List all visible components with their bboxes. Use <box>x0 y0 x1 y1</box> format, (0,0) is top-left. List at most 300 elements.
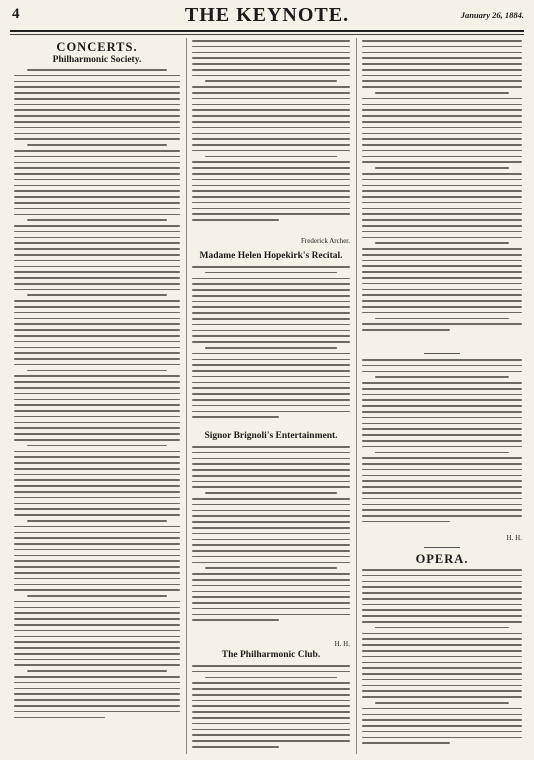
text-line <box>362 679 522 681</box>
text-line <box>14 572 180 574</box>
text-line <box>192 463 350 465</box>
text-line <box>14 242 180 244</box>
text-line <box>14 323 180 325</box>
concerts-heading: CONCERTS. <box>56 40 138 54</box>
text-line <box>192 573 350 575</box>
text-line <box>192 364 350 366</box>
text-line <box>362 621 522 623</box>
text-line <box>14 491 180 493</box>
text-line <box>192 370 350 372</box>
text-line <box>14 601 180 603</box>
text-line <box>375 242 509 244</box>
column-divider <box>356 38 357 754</box>
text-line <box>192 399 350 401</box>
text-line <box>375 702 509 704</box>
text-line <box>192 98 350 100</box>
text-line <box>362 673 522 675</box>
text-line <box>362 480 522 482</box>
text-line <box>192 539 350 541</box>
text-line <box>205 492 338 494</box>
newspaper-title: THE KEYNOTE. <box>184 4 350 26</box>
text-line <box>14 532 180 534</box>
text-line <box>362 98 522 100</box>
text-line <box>362 283 522 285</box>
text-line <box>375 318 509 320</box>
text-line <box>192 486 350 488</box>
text-line <box>14 549 180 551</box>
text-line <box>362 731 522 733</box>
text-line <box>192 133 350 135</box>
text-line <box>192 127 350 129</box>
text-line <box>14 393 180 395</box>
text-line <box>362 173 522 175</box>
text-line <box>362 138 522 140</box>
text-line <box>362 492 522 494</box>
text-line <box>14 433 180 435</box>
text-line <box>14 641 180 643</box>
text-line <box>192 405 350 407</box>
text-line <box>14 612 180 614</box>
text-line <box>14 375 180 377</box>
text-line <box>192 740 350 742</box>
text-line <box>192 190 350 192</box>
text-line <box>14 589 180 591</box>
text-line <box>192 596 350 598</box>
text-line <box>362 685 522 687</box>
text-line <box>192 585 350 587</box>
text-line <box>192 723 350 725</box>
text-line <box>362 248 522 250</box>
text-line <box>14 699 180 701</box>
text-line <box>14 329 180 331</box>
text-line <box>14 300 180 302</box>
text-line <box>362 196 522 198</box>
text-line <box>14 86 180 88</box>
text-line <box>192 57 350 59</box>
text-line <box>362 498 522 500</box>
text-line <box>362 405 522 407</box>
text-line <box>362 394 522 396</box>
text-line <box>192 694 350 696</box>
text-line <box>192 452 350 454</box>
column-divider <box>186 38 187 754</box>
text-line <box>362 69 522 71</box>
text-line <box>362 260 522 262</box>
text-line <box>192 729 350 731</box>
text-line <box>362 714 522 716</box>
text-line <box>192 671 350 673</box>
text-line <box>192 75 350 77</box>
page-number: 4 <box>12 6 20 22</box>
text-line <box>192 579 350 581</box>
text-line <box>362 469 522 471</box>
text-line <box>362 57 522 59</box>
text-line <box>362 399 522 401</box>
text-line <box>362 504 522 506</box>
text-line <box>14 468 180 470</box>
text-line <box>362 208 522 210</box>
text-line <box>362 359 522 361</box>
text-line <box>14 150 180 152</box>
text-line <box>14 341 180 343</box>
text-line <box>362 179 522 181</box>
text-line <box>205 567 338 569</box>
text-line <box>14 578 180 580</box>
text-line <box>362 306 522 308</box>
text-line <box>362 277 522 279</box>
text-line <box>14 318 180 320</box>
text-line <box>362 569 522 571</box>
brignoli-entertainment-heading: Signor Brignoli's Entertainment. <box>204 431 338 441</box>
text-line <box>192 475 350 477</box>
text-line <box>14 127 180 129</box>
text-line <box>14 584 180 586</box>
text-line <box>14 422 180 424</box>
text-line <box>192 416 279 418</box>
text-line <box>192 92 350 94</box>
text-line <box>14 306 180 308</box>
text-line <box>192 608 350 610</box>
text-line <box>14 474 180 476</box>
text-line <box>362 40 522 42</box>
text-line <box>192 550 350 552</box>
text-line <box>362 521 450 523</box>
brignoli-entertainment-article <box>192 446 350 638</box>
text-line <box>362 575 522 577</box>
text-line <box>14 676 180 678</box>
text-line <box>14 717 105 719</box>
text-line <box>14 254 180 256</box>
text-line <box>14 358 180 360</box>
text-line <box>192 527 350 529</box>
text-line <box>14 410 180 412</box>
text-line <box>14 705 180 707</box>
text-line <box>192 591 350 593</box>
text-line <box>14 416 180 418</box>
text-line <box>362 371 522 373</box>
text-line <box>362 650 522 652</box>
text-line <box>192 40 350 42</box>
text-line <box>362 440 522 442</box>
text-line <box>27 445 166 447</box>
text-line <box>192 411 350 413</box>
text-line <box>362 592 522 594</box>
text-line <box>14 566 180 568</box>
text-line <box>362 633 522 635</box>
text-line <box>362 428 522 430</box>
text-line <box>362 219 522 221</box>
text-line <box>362 486 522 488</box>
text-line <box>192 717 350 719</box>
text-line <box>192 109 350 111</box>
text-line <box>362 75 522 77</box>
text-line <box>362 104 522 106</box>
text-line <box>27 294 166 296</box>
text-line <box>362 133 522 135</box>
text-line <box>14 196 180 198</box>
text-line <box>14 688 180 690</box>
issue-date: January 26, 1884. <box>460 10 524 20</box>
text-line <box>362 638 522 640</box>
text-line <box>14 479 180 481</box>
text-line <box>192 481 350 483</box>
text-line <box>14 387 180 389</box>
text-line <box>192 711 350 713</box>
text-line <box>362 662 522 664</box>
text-line <box>14 81 180 83</box>
text-line <box>27 595 166 597</box>
text-line <box>14 381 180 383</box>
text-line <box>362 150 522 152</box>
text-line <box>362 289 522 291</box>
text-line <box>362 581 522 583</box>
text-line <box>362 86 522 88</box>
text-line <box>192 393 350 395</box>
text-line <box>14 202 180 204</box>
text-line <box>192 688 350 690</box>
text-line <box>362 294 522 296</box>
text-line <box>362 190 522 192</box>
text-line <box>192 161 350 163</box>
article-signature: Frederick Archer. <box>301 237 350 245</box>
text-line <box>362 144 522 146</box>
text-line <box>14 439 180 441</box>
text-line <box>14 508 180 510</box>
text-line <box>14 653 180 655</box>
text-line <box>375 92 509 94</box>
text-line <box>27 69 166 71</box>
text-line <box>192 202 350 204</box>
text-line <box>14 231 180 233</box>
text-line <box>192 295 350 297</box>
text-line <box>192 115 350 117</box>
text-line <box>14 526 180 528</box>
text-line <box>192 700 350 702</box>
text-line <box>192 86 350 88</box>
text-line <box>362 231 522 233</box>
text-line <box>192 682 350 684</box>
text-line <box>192 121 350 123</box>
opera-article <box>362 569 522 755</box>
masthead-rule-thin <box>10 34 524 35</box>
text-line <box>362 52 522 54</box>
masthead-rule <box>10 30 524 32</box>
text-line <box>205 156 338 158</box>
text-line <box>14 277 180 279</box>
text-line <box>27 144 166 146</box>
text-line <box>27 219 166 221</box>
text-line <box>362 300 522 302</box>
text-line <box>205 347 338 349</box>
text-line <box>192 619 279 621</box>
text-line <box>14 98 180 100</box>
text-line <box>192 144 350 146</box>
text-line <box>192 562 350 564</box>
text-line <box>362 80 522 82</box>
text-line <box>192 219 279 221</box>
text-line <box>14 427 180 429</box>
text-line <box>14 185 180 187</box>
text-line <box>14 225 180 227</box>
text-line <box>362 271 522 273</box>
text-line <box>362 127 522 129</box>
text-line <box>192 185 350 187</box>
text-line <box>362 609 522 611</box>
text-line <box>375 376 509 378</box>
article-signature: H. H. <box>334 640 350 648</box>
text-line <box>192 458 350 460</box>
hopekirk-recital-article <box>192 266 350 430</box>
text-line <box>192 167 350 169</box>
text-line <box>14 109 180 111</box>
text-line <box>14 503 180 505</box>
text-line <box>192 213 350 215</box>
hopekirk-recital-heading: Madame Helen Hopekirk's Recital. <box>199 251 343 261</box>
text-line <box>192 510 350 512</box>
text-line <box>14 283 180 285</box>
text-line <box>192 504 350 506</box>
text-line <box>14 75 180 77</box>
text-line <box>362 457 522 459</box>
text-line <box>192 301 350 303</box>
text-line <box>192 173 350 175</box>
text-line <box>192 556 350 558</box>
text-line <box>362 265 522 267</box>
text-line <box>14 497 180 499</box>
text-line <box>362 388 522 390</box>
text-line <box>14 237 180 239</box>
text-line <box>362 656 522 658</box>
text-line <box>192 208 350 210</box>
text-line <box>14 543 180 545</box>
text-line <box>192 353 350 355</box>
text-line <box>14 456 180 458</box>
text-line <box>362 237 522 239</box>
text-line <box>14 248 180 250</box>
text-line <box>362 742 450 744</box>
text-line <box>192 69 350 71</box>
text-line <box>192 341 350 343</box>
text-line <box>192 52 350 54</box>
text-line <box>362 423 522 425</box>
text-line <box>362 225 522 227</box>
column-three-review <box>362 40 522 350</box>
text-line <box>192 544 350 546</box>
text-line <box>362 598 522 600</box>
text-line <box>192 289 350 291</box>
text-line <box>192 318 350 320</box>
text-line <box>14 335 180 337</box>
text-line <box>192 283 350 285</box>
text-line <box>14 162 180 164</box>
text-line <box>14 179 180 181</box>
text-line <box>14 560 180 562</box>
text-line <box>14 636 180 638</box>
text-line <box>14 682 180 684</box>
text-line <box>362 156 522 158</box>
text-line <box>362 708 522 710</box>
philharmonic-society-article <box>14 69 180 753</box>
text-line <box>14 190 180 192</box>
text-line <box>14 167 180 169</box>
text-line <box>192 306 350 308</box>
text-line <box>362 161 522 163</box>
text-line <box>192 521 350 523</box>
text-line <box>14 92 180 94</box>
text-line <box>192 614 350 616</box>
philharmonic-club-article <box>192 665 350 755</box>
text-line <box>14 347 180 349</box>
philharmonic-society-subheading: Philharmonic Society. <box>52 55 142 65</box>
text-line <box>192 104 350 106</box>
text-line <box>14 555 180 557</box>
text-line <box>14 624 180 626</box>
text-line <box>192 46 350 48</box>
text-line <box>362 323 522 325</box>
text-line <box>27 520 166 522</box>
text-line <box>14 173 180 175</box>
text-line <box>14 485 180 487</box>
text-line <box>14 693 180 695</box>
text-line <box>362 475 522 477</box>
text-line <box>14 451 180 453</box>
text-line <box>362 604 522 606</box>
masthead <box>10 4 524 28</box>
text-line <box>14 664 180 666</box>
column-three-notices <box>362 359 522 532</box>
text-line <box>362 725 522 727</box>
text-line <box>362 417 522 419</box>
text-line <box>14 312 180 314</box>
text-line <box>362 109 522 111</box>
text-line <box>362 213 522 215</box>
text-line <box>362 202 522 204</box>
text-line <box>14 659 180 661</box>
text-line <box>14 121 180 123</box>
text-line <box>14 214 180 216</box>
text-line <box>362 312 522 314</box>
text-line <box>205 677 338 679</box>
text-line <box>14 352 180 354</box>
opera-heading: OPERA. <box>415 552 469 566</box>
text-line <box>14 618 180 620</box>
text-line <box>362 509 522 511</box>
text-line <box>362 586 522 588</box>
text-line <box>362 737 522 739</box>
text-line <box>14 104 180 106</box>
text-line <box>362 329 450 331</box>
text-line <box>14 647 180 649</box>
text-line <box>362 446 522 448</box>
text-line <box>362 690 522 692</box>
text-line <box>192 705 350 707</box>
text-line <box>14 133 180 135</box>
text-line <box>14 115 180 117</box>
text-line <box>362 515 522 517</box>
text-line <box>375 452 509 454</box>
text-line <box>192 63 350 65</box>
text-line <box>192 734 350 736</box>
text-line <box>192 498 350 500</box>
text-line <box>192 665 350 667</box>
text-line <box>362 365 522 367</box>
text-line <box>192 138 350 140</box>
text-line <box>362 615 522 617</box>
text-line <box>192 515 350 517</box>
text-line <box>362 115 522 117</box>
text-line <box>14 271 180 273</box>
text-line <box>362 411 522 413</box>
